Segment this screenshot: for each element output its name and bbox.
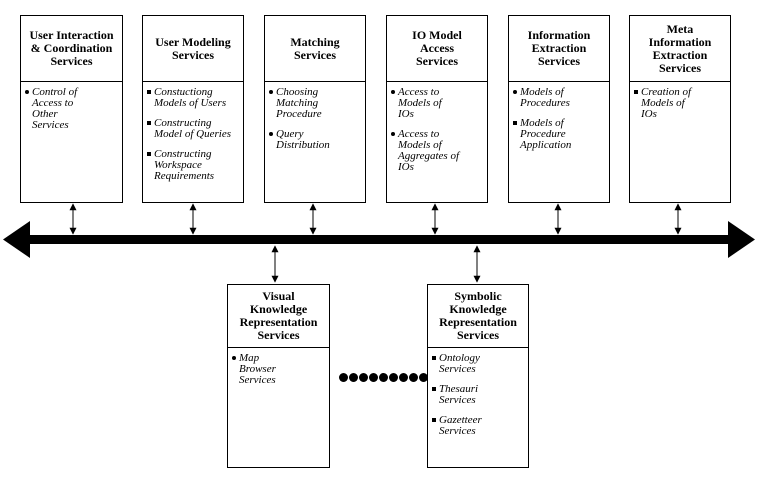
box-title: Visual Knowledge Representation Services xyxy=(228,285,329,348)
item-list xyxy=(228,348,329,386)
item-list xyxy=(265,82,365,151)
visual-knowledge-representation-services-box xyxy=(227,284,330,468)
item-list xyxy=(143,82,243,182)
box-title: Meta Information Extraction Services xyxy=(630,16,730,82)
list-item: Query Distribution xyxy=(269,129,362,151)
list-item: Access to Models of Aggregates of IOs xyxy=(391,129,484,173)
bus-bar xyxy=(28,235,730,244)
list-item: Constuctiong Models of Users xyxy=(147,87,240,109)
information-extraction-services-box xyxy=(508,15,610,203)
list-item: Choosing Matching Procedure xyxy=(269,87,362,120)
list-item: Models of Procedure Application xyxy=(513,118,606,151)
matching-services-box xyxy=(264,15,366,203)
item-list xyxy=(630,82,730,120)
list-item: Gazetteer Services xyxy=(432,415,525,437)
list-item: Constructing Model of Queries xyxy=(147,118,240,140)
symbolic-knowledge-representation-services-box xyxy=(427,284,529,468)
user-interaction-services-box xyxy=(20,15,123,203)
list-item: Ontology Services xyxy=(432,353,525,375)
list-item: Models of Procedures xyxy=(513,87,606,109)
bus-arrow-right xyxy=(728,221,755,258)
list-item: Access to Models of IOs xyxy=(391,87,484,120)
item-list xyxy=(21,82,122,131)
box-title: Matching Services xyxy=(265,16,365,82)
list-item: Thesauri Services xyxy=(432,384,525,406)
item-list xyxy=(387,82,487,173)
list-item: Constructing Workspace Requirements xyxy=(147,149,240,182)
user-modeling-services-box xyxy=(142,15,244,203)
box-title: IO Model Access Services xyxy=(387,16,487,82)
box-title: Information Extraction Services xyxy=(509,16,609,82)
list-item: Control of Access to Other Services xyxy=(25,87,119,131)
meta-information-extraction-services-box xyxy=(629,15,731,203)
box-title: User Interaction & Coordination Services xyxy=(21,16,122,82)
box-title: Symbolic Knowledge Representation Services xyxy=(428,285,528,348)
ellipsis-dots xyxy=(339,373,438,382)
list-item: Creation of Models of IOs xyxy=(634,87,727,120)
io-model-access-services-box xyxy=(386,15,488,203)
item-list xyxy=(509,82,609,151)
box-title: User Modeling Services xyxy=(143,16,243,82)
list-item: Map Browser Services xyxy=(232,353,326,386)
item-list xyxy=(428,348,528,437)
bus-arrow-left xyxy=(3,221,30,258)
